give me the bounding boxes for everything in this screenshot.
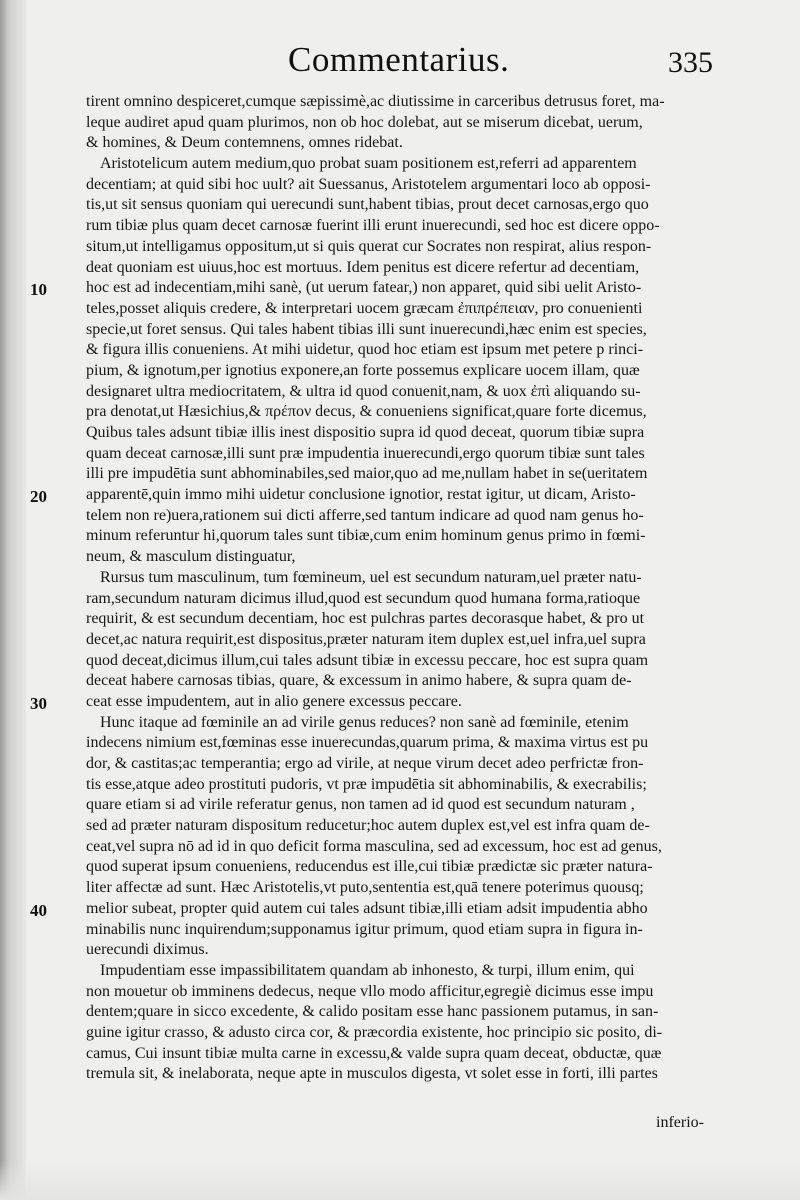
text-line: camus, Cui insunt tibiæ multa carne in excessu,& valde supra quam deceat, obductæ, quæ (86, 1044, 662, 1062)
text-line: quam deceat carnosæ,illi sunt præ impudentia inuerecundi,ergo quorum tibiæ sunt tales (86, 444, 645, 462)
text-line: pium, & ignotum,per ignotius exponere,an forte possemus explicare uocem illam, quæ (86, 361, 640, 379)
text-line: deat quoniam est uiuus,hoc est mortuus. Idem penitus est dicere refertur ad decentiam, (86, 258, 640, 276)
text-line: requirit, & est secundum decentiam, hoc est pulchras partes decorasque habet, & pro ut (86, 610, 645, 628)
margin-number: 10 (30, 280, 47, 300)
text-line: ceat esse impudentem, aut in alio genere excessus peccare. (86, 692, 462, 710)
text-line: non mouetur ob imminens dedecus, neque vllo modo afficitur,egregiè dicimus esse impu (86, 982, 654, 1000)
text-line: Impudentiam esse impassibilitatem quandam ab inhonesto, & turpi, illum enim, qui (100, 961, 635, 979)
text-line: ceat,vel supra nō ad id in quo deficit forma masculina, sed ad excessum, hoc est ad genus, (86, 837, 662, 855)
text-line: pra denotat,ut Hæsichius,& πρέπον decus, & conueniens significat,quare forte dicemus, (86, 403, 647, 421)
text-line: specie,ut foret sensus. Qui tales habent tibias illi sunt inuerecundi,hæc enim est species, (86, 320, 647, 338)
text-line: situm,ut intelligamus oppositum,ut si quis querat cur Socrates non respirat, alius respon- (86, 237, 652, 255)
text-line: dor, & castitas;ac temperantia; ergo ad virile, at neque virum decet adeo perfrictæ fron- (86, 755, 644, 772)
text-body (86, 92, 774, 1085)
text-line: melior subeat, propter quid autem cui tales adsunt tibiæ,illi etiam adsit impudentia abho (86, 899, 648, 917)
text-line: liter affectæ ad sunt. Hæc Aristotelis,vt puto,sententia est,quā tenere poterimus quousq; (86, 879, 644, 897)
margin-number: 30 (30, 694, 47, 714)
catchword: inferio- (656, 1114, 704, 1131)
text-line: Quibus tales adsunt tibiæ illis inest dispositio supra id quod deceat, quorum tibiæ supra (86, 424, 645, 441)
text-line: designaret ultra mediocritatem, & ultra id quod conuenit,nam, & uox ἐπὶ aliquando su- (86, 382, 641, 400)
text-line: neum, & masculum distinguatur, (86, 548, 296, 566)
text-line: Rursus tum masculinum, tum fœmineum, uel est secundum naturam,uel præter natu- (100, 568, 642, 586)
text-line: hoc est ad indecentiam,mihi sanè, (ut uerum fatear,) non apparet, quid sibi uelit Aristo- (86, 279, 642, 297)
text-line: uerecundi diximus. (86, 941, 209, 959)
text-line: rum tibiæ plus quam decet carnosæ fuerint illi erunt inuerecundi, sed hoc est dicere oppo- (86, 217, 660, 235)
text-line: tremula sit, & inelaborata, neque apte in musculos digesta, vt solet esse in forti, illi partes (86, 1065, 658, 1083)
text-line: quod deceat,dicimus illum,cui tales adsunt tibiæ in excessu peccare, hoc est supra quam (86, 651, 649, 669)
text-line: minabilis nunc inquirendum;supponamus igitur primum, quod etiam supra in figura in- (86, 920, 643, 938)
text-line: tis,ut sit sensus quoniam qui uerecundi sunt,habent tibias, prout decet carnosas,ergo quo (86, 196, 649, 214)
text-line: teles,posset aliquis credere, & interpretari uocem græcam ἐπιπρέπειαν, pro conuenienti (86, 299, 643, 317)
text-line: tirent omnino despiceret,cumque sæpissimè,ac diutissime in carceribus detrusus foret, ma- (86, 93, 665, 110)
text-line: indecens nimium est,fœminas esse inuerecundas,quarum prima, & maxima virtus est pu (86, 734, 649, 752)
page-header (0, 38, 800, 88)
page-spine-shadow (0, 0, 26, 1200)
text-line: dentem;quare in sicco excedente, & calido positam esse hanc passionem putamus, in san- (86, 1003, 659, 1021)
text-line: illi pre impudētia sunt abhominabiles,sed maior,quo ad me,nullam habet in se(ueritatem (86, 465, 648, 483)
page-number: 335 (668, 46, 713, 79)
text-line: tis esse,atque adeo prostituti pudoris, vt præ impudētia sit abhominabilis, & execrabilis; (86, 775, 647, 793)
text-line: guine igitur crasso, & adusto circa cor, & præcordia existente, hoc principio sic posito, di- (86, 1023, 663, 1041)
text-line: Hunc itaque ad fœminile an ad virile genus reduces? non sanè ad fœminile, etenim (100, 713, 629, 731)
text-line: decet,ac natura requirit,est dispositus,præter naturam item duplex est,uel infra,uel supra (86, 630, 646, 648)
text-line: quare etiam si ad virile referatur genus, non tamen ad id quod est secundum naturam , (86, 796, 635, 814)
text-line: & figura illis conueniens. At mihi uidetur, quod hoc etiam est ipsum met petere p rinci- (86, 341, 644, 359)
text-line: apparentē,quin immo mihi uidetur conclusione ignotior, restat igitur, ut dicam, Aristo- (86, 486, 636, 504)
text-line: sed ad præter naturam dispositum reducetur;hoc autem duplex est,vel est infra quam de- (86, 817, 650, 835)
text-line: & homines, & Deum contemnens, omnes ridebat. (86, 134, 403, 152)
running-title: Commentarius. (288, 40, 510, 79)
text-line: ram,secundum naturam dicimus illud,quod est secundum quod humana forma,ratioque (86, 589, 641, 607)
text-line: minum referuntur hi,quorum tales sunt tibiæ,cum enim hominum genus primo in fœmi- (86, 527, 646, 545)
page-bottom-shadow (0, 1160, 800, 1200)
text-line: quod superat ipsum conueniens, reducendus est ille,cui tibiæ prædictæ sic præter natura- (86, 858, 653, 876)
margin-number: 40 (30, 901, 47, 921)
text-line: deceat habere carnosas tibias, quare, & excessum in animo habere, & supra quam de- (86, 672, 632, 690)
text-line: Aristotelicum autem medium,quo probat suam positionem est,referri ad apparentem (100, 155, 637, 173)
text-line: leque audiret apud quam plurimos, non ob hoc dolebat, aut se miserum dicebat, uerum, (86, 113, 643, 131)
text-line: telem non re)uera,rationem sui dicti afferre,sed tantum indicare ad quod nam genus ho- (86, 506, 644, 524)
text-line: decentiam; at quid sibi hoc uult? ait Suessanus, Aristotelem argumentari loco ab opposi- (86, 175, 651, 193)
margin-number: 20 (30, 487, 47, 507)
